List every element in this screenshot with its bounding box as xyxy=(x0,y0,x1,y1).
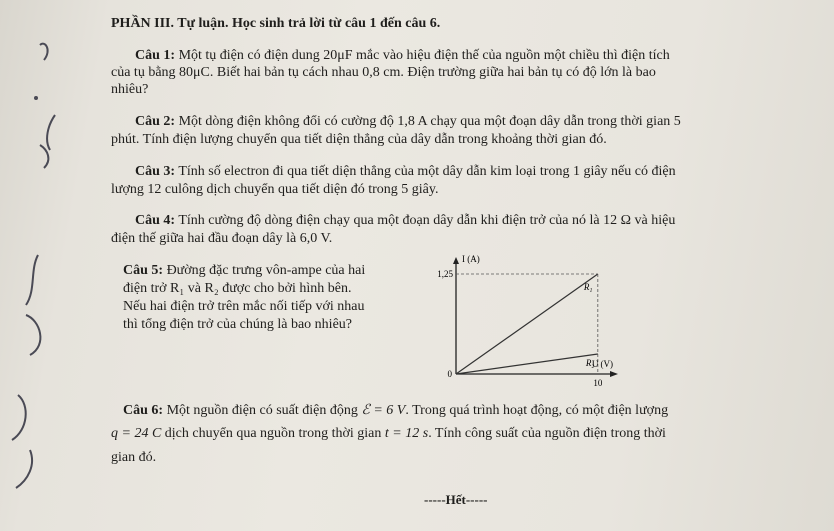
q2-line-2: phút. Tính điện lượng chuyển qua tiết diện thẳng của dây dẫn trong khoảng thời gian đó. xyxy=(111,132,607,147)
y-axis-arrow xyxy=(453,257,459,264)
q6-text-2b: . Tính công suất của nguồn điện trong thời xyxy=(428,426,666,441)
q5-line-1 xyxy=(123,262,365,279)
q6-emf-symbol: ℰ = 6 V xyxy=(361,403,406,418)
q1-text-1: Một tụ điện có điện dung 20μF mắc vào hiệu điện thế của nguồn một chiều thì điện tích xyxy=(178,48,670,63)
q6-label: Câu 6: xyxy=(123,403,164,418)
x-axis-label: U (V) xyxy=(591,359,614,369)
series-line-r1 xyxy=(456,274,598,374)
pen-mark-2 xyxy=(47,115,55,150)
q6-time-symbol: t = 12 s xyxy=(384,426,429,441)
q1-line-3: nhiêu? xyxy=(111,82,149,97)
q1-line-2: của tụ bằng 80μC. Biết hai bản tụ cách nhau 0,8 cm. Điện trường giữa hai bản tụ có độ lớn là bao xyxy=(111,65,656,80)
q4-label: Câu 4: xyxy=(135,213,176,228)
pen-mark-3 xyxy=(40,145,48,168)
pen-mark-1 xyxy=(40,44,48,60)
y-axis-label: I (A) xyxy=(462,254,480,264)
q3-line-1 xyxy=(135,163,676,180)
q4-line-2: điện thế giữa hai đầu đoạn dây là 6,0 V. xyxy=(111,231,333,246)
vi-characteristic-chart xyxy=(420,250,620,390)
q6-text-2a: dịch chuyển qua nguồn trong thời gian xyxy=(161,426,385,441)
section-header: PHẦN III. Tự luận. Học sinh trả lời từ câu 1 đến câu 6. xyxy=(111,16,441,31)
q3-label: Câu 3: xyxy=(135,164,176,179)
end-marker: -----Hết----- xyxy=(424,492,488,507)
q6-text-1a: Một nguồn điện có suất điện động xyxy=(166,403,362,418)
q5-text-1: Đường đặc trưng vôn-ampe của hai xyxy=(166,263,366,278)
y-tick-label: 1,25 xyxy=(437,269,453,279)
q6-charge-symbol: q = 24 C xyxy=(111,426,162,441)
q2-label: Câu 2: xyxy=(135,114,176,129)
q6-line-3: gian đó. xyxy=(111,450,157,465)
q2-text-1: Một dòng điện không đổi có cường độ 1,8 A chạy qua một đoạn dây dẫn trong thời gian 5 xyxy=(178,114,681,129)
q6-line-1 xyxy=(123,402,668,419)
series-line-r2 xyxy=(456,354,598,374)
q3-line-2: lượng 12 culông dịch chuyển qua tiết diện đó trong 5 giây. xyxy=(111,182,439,197)
q1-label: Câu 1: xyxy=(135,48,176,63)
q5-label: Câu 5: xyxy=(123,263,164,278)
q6-text-1b: . Trong quá trình hoạt động, có một điện lượng xyxy=(405,403,669,418)
q3-text-1: Tính số electron đi qua tiết diện thẳng của một dây dẫn kim loại trong 1 giây nếu có điện xyxy=(178,164,676,179)
x-axis-arrow xyxy=(610,371,618,377)
origin-label: 0 xyxy=(447,369,452,379)
q5-line-2: điện trở R₁ và R₂ được cho bởi hình bên. xyxy=(123,281,352,296)
q2-line-1 xyxy=(135,113,681,130)
q5-line-3: Nếu hai điện trở trên mắc nối tiếp với nhau xyxy=(123,299,365,314)
pen-mark-5 xyxy=(12,395,32,488)
series-label-r1: R₁ xyxy=(583,282,593,292)
pen-dot xyxy=(34,96,38,100)
q4-line-1 xyxy=(135,212,675,229)
x-tick-label: 10 xyxy=(593,378,603,388)
q4-text-1: Tính cường độ dòng điện chạy qua một đoạn dây dẫn khi điện trở của nó là 12 Ω và hiệu xyxy=(178,213,676,228)
q6-line-2 xyxy=(111,425,666,442)
pen-mark-4 xyxy=(26,255,40,355)
q1-line-1 xyxy=(135,47,670,64)
series-label-r2: R₂ xyxy=(585,358,595,368)
q5-line-4: thì tổng điện trở của chúng là bao nhiêu? xyxy=(123,317,353,332)
